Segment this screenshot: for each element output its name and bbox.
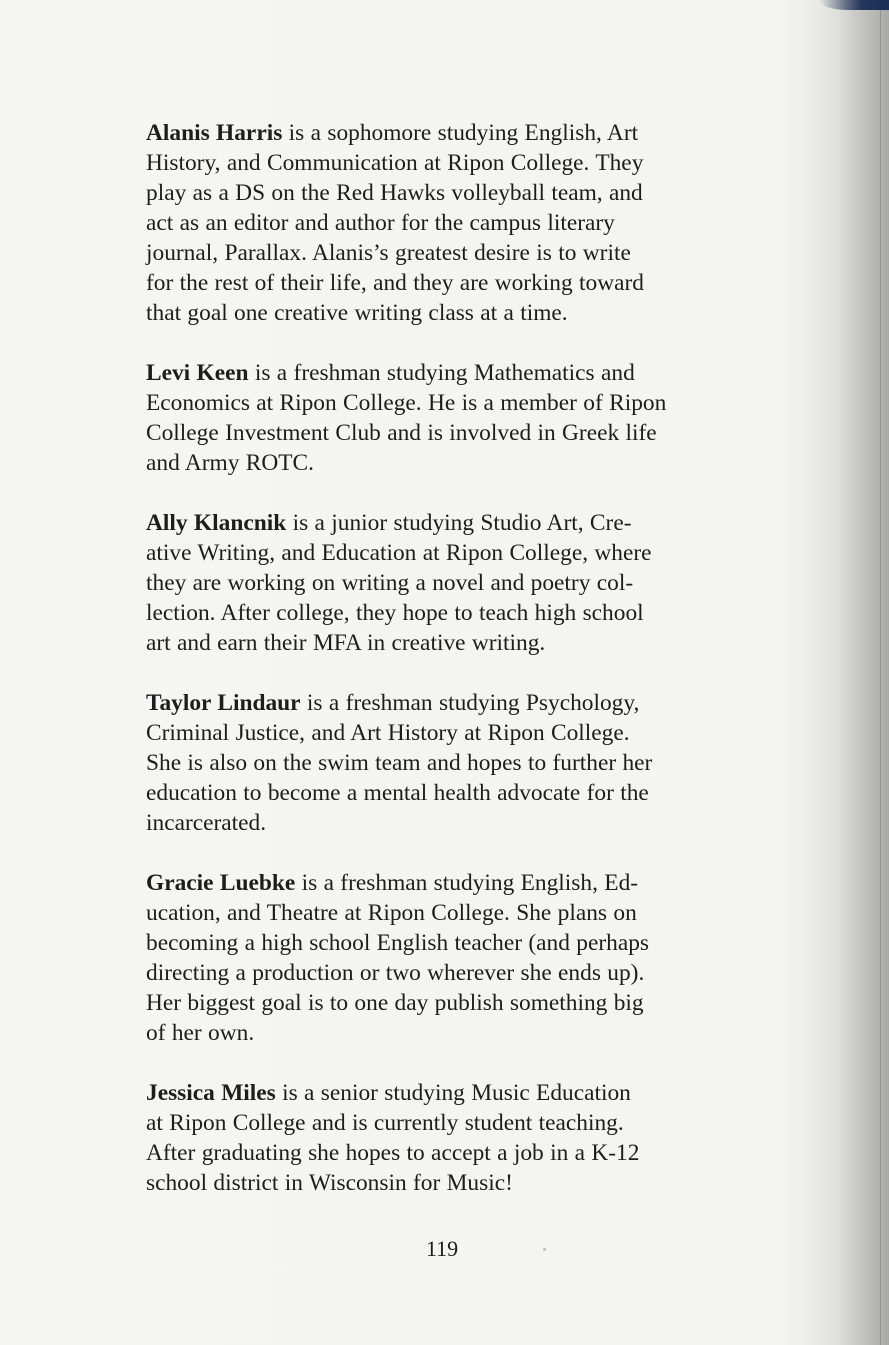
bio-line: education to become a mental health advocate for the bbox=[146, 780, 649, 806]
bio-line: art and earn their MFA in creative writing. bbox=[146, 630, 546, 656]
bio-line: After graduating she hopes to accept a job in a K-12 bbox=[146, 1140, 640, 1166]
bio-entry bbox=[146, 118, 766, 328]
page-number: 119 bbox=[426, 1236, 459, 1261]
bio-line bbox=[146, 688, 766, 718]
bio-line: ative Writing, and Education at Ripon College, where bbox=[146, 540, 652, 566]
bio-line: History, and Communication at Ripon College. They bbox=[146, 150, 644, 176]
bio-text: is a freshman studying Mathematics and bbox=[248, 360, 635, 386]
bio-text: is a freshman studying Psychology, bbox=[300, 690, 640, 716]
bio-entry bbox=[146, 358, 766, 478]
bio-line bbox=[146, 358, 766, 388]
bio-line: act as an editor and author for the campus literary bbox=[146, 210, 615, 236]
contributor-name: Levi Keen bbox=[146, 360, 249, 386]
bio-line: they are working on writing a novel and poetry col- bbox=[146, 570, 634, 596]
bio-line: at Ripon College and is currently student teaching. bbox=[146, 1110, 624, 1136]
bio-line: journal, Parallax. Alanis’s greatest desire is to write bbox=[146, 240, 631, 266]
bio-line: of her own. bbox=[146, 1020, 255, 1046]
bio-line bbox=[146, 868, 766, 898]
bio-line: Criminal Justice, and Art History at Ripon College. bbox=[146, 720, 630, 746]
bio-line: incarcerated. bbox=[146, 810, 267, 836]
contributor-name: Taylor Lindaur bbox=[146, 690, 301, 716]
bio-text: is a senior studying Music Education bbox=[275, 1080, 631, 1106]
paper-speck bbox=[543, 1248, 546, 1251]
bio-text: is a sophomore studying English, Art bbox=[282, 120, 639, 146]
bio-text: is a freshman studying English, Ed- bbox=[295, 870, 639, 896]
bio-line bbox=[146, 1078, 766, 1108]
bio-line: directing a production or two wherever she ends up). bbox=[146, 960, 645, 986]
bio-entry bbox=[146, 868, 766, 1048]
bio-entry bbox=[146, 688, 766, 838]
contributor-bios bbox=[146, 118, 766, 1228]
bio-line: that goal one creative writing class at a time. bbox=[146, 300, 568, 326]
corner-mark bbox=[819, 0, 889, 10]
bio-line bbox=[146, 508, 766, 538]
page-edge-line bbox=[880, 0, 881, 1345]
bio-line bbox=[146, 118, 766, 148]
bio-entry bbox=[146, 508, 766, 658]
bio-line: play as a DS on the Red Hawks volleyball team, and bbox=[146, 180, 643, 206]
bio-line: becoming a high school English teacher (and perhaps bbox=[146, 930, 649, 956]
page-edge-shadow bbox=[837, 0, 889, 1345]
bio-line: She is also on the swim team and hopes to further her bbox=[146, 750, 653, 776]
contributor-name: Jessica Miles bbox=[146, 1080, 276, 1106]
contributor-name: Ally Klancnik bbox=[146, 510, 287, 536]
bio-line: for the rest of their life, and they are working toward bbox=[146, 270, 644, 296]
bio-line: ucation, and Theatre at Ripon College. She plans on bbox=[146, 900, 637, 926]
contributor-name: Alanis Harris bbox=[146, 120, 283, 146]
bio-line: Her biggest goal is to one day publish something big bbox=[146, 990, 644, 1016]
bio-line: and Army ROTC. bbox=[146, 450, 314, 476]
bio-text: is a junior studying Studio Art, Cre- bbox=[286, 510, 632, 536]
bio-line: school district in Wisconsin for Music! bbox=[146, 1170, 513, 1196]
bio-line: Economics at Ripon College. He is a member of Ripon bbox=[146, 390, 667, 416]
bio-entry bbox=[146, 1078, 766, 1198]
bio-line: lection. After college, they hope to teach high school bbox=[146, 600, 644, 626]
bio-line: College Investment Club and is involved in Greek life bbox=[146, 420, 657, 446]
contributor-name: Gracie Luebke bbox=[146, 870, 296, 896]
